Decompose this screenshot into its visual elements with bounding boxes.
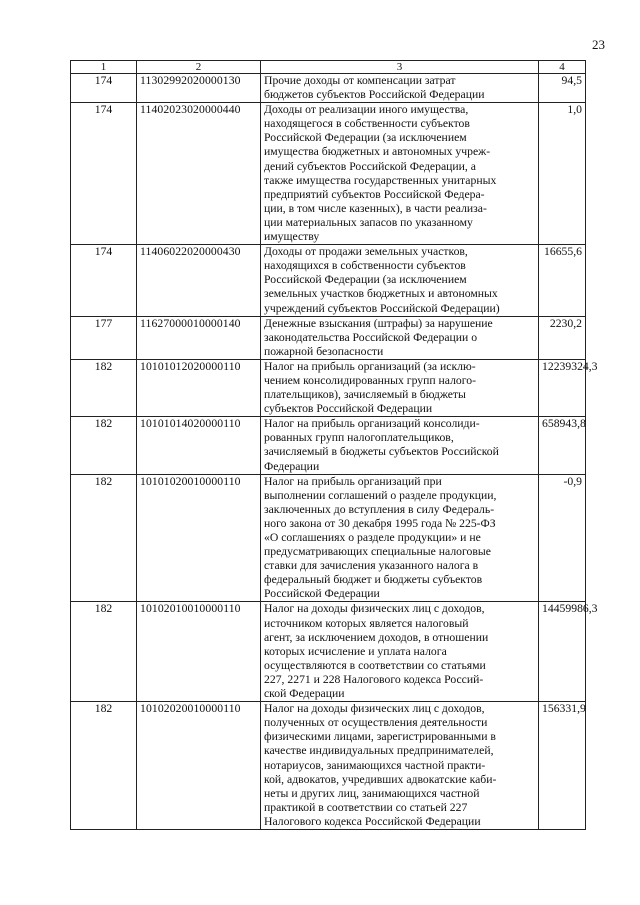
- amount-cell: 14459986,3: [539, 602, 586, 702]
- header-col-3: 3: [261, 61, 539, 74]
- budget-code-cell: 10101012020000110: [137, 359, 261, 416]
- amount-cell: 12239324,3: [539, 359, 586, 416]
- revenue-name-cell: Налог на доходы физических лиц с доходов, источником которых является налоговый агент, за исключением доходов, в отношении которых исчисление и уплата налога осуществляются в соответствии со статьями 227, 2271 и 228 Налогового кодекса Россий- ской Федерации: [261, 602, 539, 702]
- budget-code-cell: 10101020010000110: [137, 474, 261, 602]
- table-row: [71, 602, 586, 702]
- amount-cell: 156331,9: [539, 702, 586, 830]
- budget-code-cell: 11627000010000140: [137, 316, 261, 359]
- admin-code-cell: 174: [71, 74, 137, 103]
- table-row: [71, 474, 586, 602]
- page-number: 23: [592, 37, 605, 52]
- admin-code-cell: 177: [71, 316, 137, 359]
- revenue-table: [70, 60, 598, 830]
- revenue-name-cell: Налог на прибыль организаций консолиди- рованных групп налогоплательщиков, зачисляемый в бюджеты субъектов Российской Федерации: [261, 417, 539, 474]
- revenue-name-cell: Налог на прибыль организаций при выполнении соглашений о разделе продукции, заключенных до вступления в силу Федераль- ного закона от 30 декабря 1995 года № 225-ФЗ «О соглашениях о разделе продукции» и не предусматривающих специальные налоговые ставки для зачисления указанного налога в федеральный бюджет и бюджеты субъектов Российской Федерации: [261, 474, 539, 602]
- admin-code-cell: 182: [71, 417, 137, 474]
- table-row: [71, 316, 586, 359]
- header-col-4: 4: [539, 61, 586, 74]
- revenue-name-cell: Налог на доходы физических лиц с доходов, полученных от осуществления деятельности физическими лицами, зарегистрированными в качестве индивидуальных предпринимателей, нотариусов, занимающихся частной практи- кой, адвокатов, учредивших адвокатские каби- неты и других лиц, занимающихся частной практикой в соответствии со статьей 227 Налогового кодекса Российской Федерации: [261, 702, 539, 830]
- admin-code-cell: 182: [71, 602, 137, 702]
- header-col-1: 1: [71, 61, 137, 74]
- amount-cell: 16655,6: [539, 245, 586, 316]
- admin-code-cell: 182: [71, 702, 137, 830]
- table-row: [71, 103, 586, 245]
- revenue-name-cell: Налог на прибыль организаций (за исклю- чением консолидированных групп налого- плательщиков), зачисляемый в бюджеты субъектов Российской Федерации: [261, 359, 539, 416]
- amount-cell: 2230,2: [539, 316, 586, 359]
- revenue-name-cell: Денежные взыскания (штрафы) за нарушение законодательства Российской Федерации о пожарной безопасности: [261, 316, 539, 359]
- header-row: [71, 61, 586, 74]
- admin-code-cell: 182: [71, 359, 137, 416]
- admin-code-cell: 182: [71, 474, 137, 602]
- admin-code-cell: 174: [71, 103, 137, 245]
- amount-cell: 94,5: [539, 74, 586, 103]
- budget-code-cell: 10101014020000110: [137, 417, 261, 474]
- table-row: [71, 74, 586, 103]
- table-body: [71, 74, 598, 830]
- revenue-name-cell: Прочие доходы от компенсации затрат бюджетов субъектов Российской Федерации: [261, 74, 539, 103]
- revenue-name-cell: Доходы от продажи земельных участков, находящихся в собственности субъектов Российской Федерации (за исключением земельных участков бюджетных и автономных учреждений субъектов Российской Федерации): [261, 245, 539, 316]
- budget-code-cell: 11302992020000130: [137, 74, 261, 103]
- header-col-2: 2: [137, 61, 261, 74]
- revenue-name-cell: Доходы от реализации иного имущества, находящегося в собственности субъектов Российской Федерации (за исключением имущества бюджетных и автономных учреж- дений субъектов Российской Федерации, а также имущества государственных унитарных предприятий субъектов Российской Федера- ции, в том числе казенных), в части реализа- ции материальных запасов по указанному имуществу: [261, 103, 539, 245]
- budget-code-cell: 11406022020000430: [137, 245, 261, 316]
- table-row: [71, 702, 586, 830]
- amount-cell: 1,0: [539, 103, 586, 245]
- table-header: [71, 61, 586, 74]
- table-row: [71, 359, 586, 416]
- budget-code-cell: 11402023020000440: [137, 103, 261, 245]
- budget-code-cell: 10102010010000110: [137, 602, 261, 702]
- budget-code-cell: 10102020010000110: [137, 702, 261, 830]
- admin-code-cell: 174: [71, 245, 137, 316]
- table-row: [71, 417, 586, 474]
- amount-cell: -0,9: [539, 474, 586, 602]
- amount-cell: 658943,8: [539, 417, 586, 474]
- table-row: [71, 245, 586, 316]
